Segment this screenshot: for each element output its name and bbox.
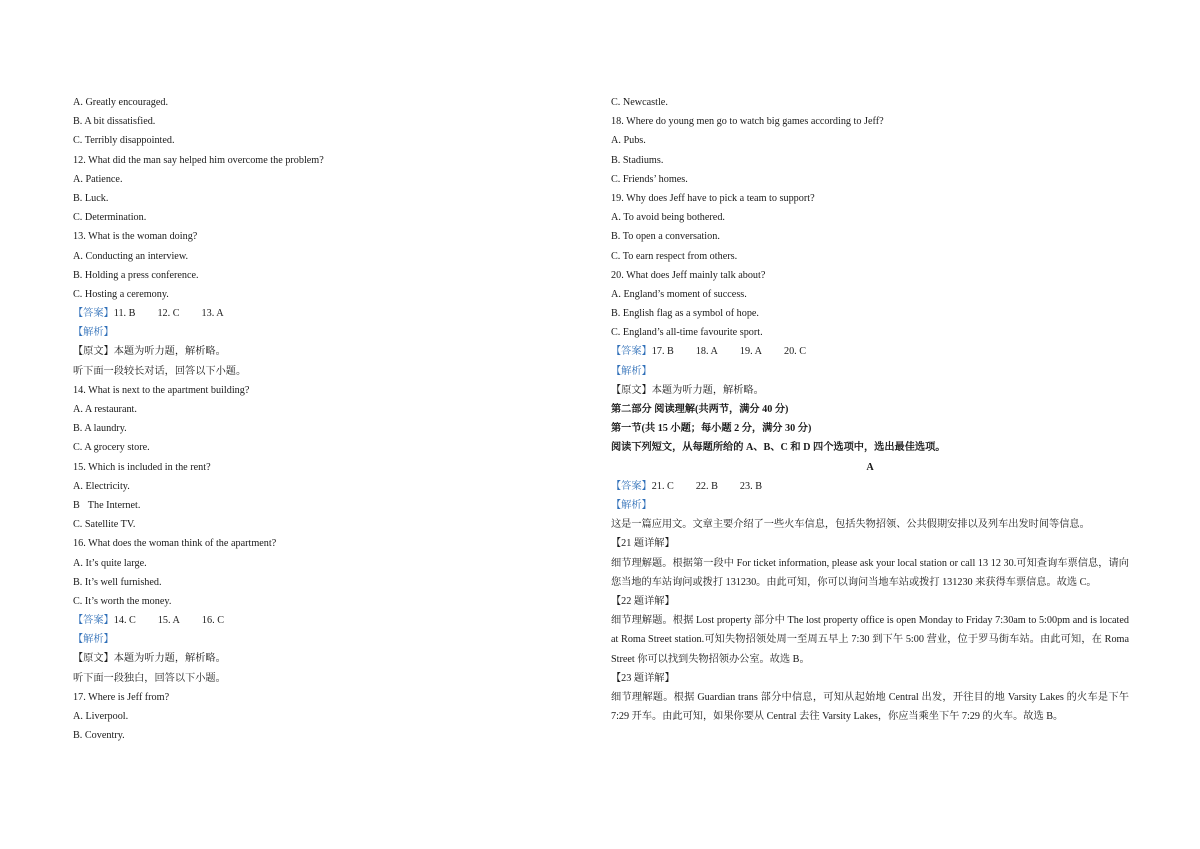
answer-item: 13. A	[201, 308, 224, 320]
q14-option-c: C. A grocery store.	[73, 442, 150, 454]
answer-item: 11. B	[113, 308, 136, 320]
answer-line-14-16	[73, 611, 543, 630]
q16-option-b: B. It’s well furnished.	[73, 576, 162, 588]
reading-instruction: 阅读下列短文，从每题所给的 A、B、C 和 D 四个选项中，选出最佳选项。	[611, 442, 946, 454]
q11-option-b: B. A bit dissatisfied.	[73, 116, 156, 128]
original-text-note: 【原文】本题为听力题，解析略。	[73, 346, 226, 358]
detail-22-heading: 【22 题详解】	[611, 595, 675, 607]
q19-option-b: B. To open a conversation.	[611, 231, 720, 243]
answer-item: 15. A	[157, 615, 180, 627]
analysis-tag: 【解析】	[73, 634, 114, 646]
answer-line-21-23	[611, 477, 1129, 496]
q12-option-b: B. Luck.	[73, 192, 109, 204]
q19-option-a: A. To avoid being bothered.	[611, 212, 725, 224]
answer-item: 17. B	[651, 346, 674, 358]
answer-item: 18. A	[695, 346, 718, 358]
right-column	[611, 93, 1129, 726]
question-14: 14. What is next to the apartment building?	[73, 384, 250, 396]
detail-21-heading: 【21 题详解】	[611, 538, 675, 550]
q12-option-c: C. Determination.	[73, 212, 147, 224]
q14-option-b: B. A laundry.	[73, 423, 127, 435]
answer-item: 19. A	[739, 346, 762, 358]
q16-option-a: A. It’s quite large.	[73, 557, 147, 569]
q20-option-c: C. England’s all-time favourite sport.	[611, 327, 763, 339]
q17-option-b: B. Coventry.	[73, 730, 125, 742]
answer-item: 16. C	[201, 615, 224, 627]
question-13: 13. What is the woman doing?	[73, 231, 198, 243]
answer-line-17-20	[611, 342, 1129, 361]
q13-option-b: B. Holding a press conference.	[73, 269, 199, 281]
passage-label: A	[866, 461, 874, 473]
q14-option-a: A. A restaurant.	[73, 404, 137, 415]
answer-tag: 【答案】	[611, 346, 652, 358]
option-text: The Internet.	[87, 499, 141, 511]
q18-option-b: B. Stadiums.	[611, 154, 664, 166]
q17-option-a: A. Liverpool.	[73, 711, 129, 722]
answer-item: 22. B	[695, 480, 718, 492]
answer-tag: 【答案】	[73, 615, 114, 627]
answer-item: 12. C	[157, 308, 180, 320]
q17-option-c: C. Newcastle.	[611, 97, 668, 108]
detail-23-text: 细节理解题。根据 Guardian trans 部分中信息，可知从起始地 Central 出发，开往目的地 Varsity Lakes 的火车是下午 7:29 开车。由此可知，如果你要从 Central 去往 Varsity Lakes，你应当乘坐下午 7:29 的火车。故选 B。	[611, 691, 1129, 723]
q11-option-a: A. Greatly encouraged.	[73, 97, 169, 108]
answer-item: 14. C	[113, 615, 136, 627]
listening-instruction: 听下面一段独白，回答以下小题。	[73, 672, 226, 684]
q13-option-a: A. Conducting an interview.	[73, 250, 189, 262]
question-15: 15. Which is included in the rent?	[73, 461, 211, 473]
answer-item: 20. C	[783, 346, 807, 358]
original-text-note: 【原文】本题为听力题，解析略。	[73, 653, 226, 665]
analysis-tag: 【解析】	[73, 327, 114, 339]
q13-option-c: C. Hosting a ceremony.	[73, 288, 169, 300]
q15-option-a: A. Electricity.	[73, 480, 130, 492]
detail-21-text: 细节理解题。根据第一段中 For ticket information, please ask your local station or call 13 12 30.可知查询车票信息，请向您当地的车站询问或拨打 131230。由此可知，你可以询问当地车站或拨打 131230 来获得车票信息。故选 C。	[611, 557, 1129, 588]
question-18: 18. Where do young men go to watch big games according to Jeff?	[611, 116, 884, 128]
detail-23-heading: 【23 题详解】	[611, 672, 675, 684]
q19-option-c: C. To earn respect from others.	[611, 250, 738, 262]
question-20: 20. What does Jeff mainly talk about?	[611, 269, 766, 281]
question-17: 17. Where is Jeff from?	[73, 691, 170, 703]
q16-option-c: C. It’s worth the money.	[73, 595, 172, 607]
answer-tag: 【答案】	[73, 308, 114, 320]
left-column	[73, 93, 543, 745]
detail-22-text: 细节理解题。根据 Lost property 部分中 The lost property office is open Monday to Friday 7:30am to 5:00pm and is located at Roma Street station.可知失物招领处周一至周五早上 7:30 到下午 5:00 营业，位于罗马街车站。由此可知，在 Roma Street 你可以找到失物招领办公室。故选 B。	[611, 615, 1129, 665]
q18-option-a: A. Pubs.	[611, 135, 646, 147]
q18-option-c: C. Friends’ homes.	[611, 173, 688, 185]
answer-item: 23. B	[739, 480, 762, 492]
q12-option-a: A. Patience.	[73, 173, 123, 185]
listening-instruction: 听下面一段较长对话，回答以下小题。	[73, 365, 247, 377]
question-12: 12. What did the man say helped him overcome the problem?	[73, 154, 324, 166]
q20-option-b: B. English flag as a symbol of hope.	[611, 308, 759, 320]
q11-option-c: C. Terribly disappointed.	[73, 135, 175, 147]
answer-line-11-13	[73, 304, 543, 323]
q15-option-c: C. Satellite TV.	[73, 519, 136, 531]
answer-item: 21. C	[651, 480, 674, 492]
passage-summary: 这是一篇应用文。文章主要介绍了一些火车信息，包括失物招领、公共假期安排以及列车出发时间等信息。	[611, 519, 1090, 531]
analysis-tag: 【解析】	[611, 499, 652, 511]
question-16: 16. What does the woman think of the apartment?	[73, 538, 277, 550]
original-text-note: 【原文】本题为听力题，解析略。	[611, 384, 764, 396]
question-19: 19. Why does Jeff have to pick a team to support?	[611, 192, 815, 204]
part-two-heading: 第二部分 阅读理解(共两节，满分 40 分)	[611, 404, 789, 415]
q20-option-a: A. England’s moment of success.	[611, 288, 747, 300]
analysis-tag: 【解析】	[611, 365, 652, 377]
q15-option-b	[73, 496, 543, 515]
option-letter: B	[73, 499, 80, 511]
answer-tag: 【答案】	[611, 480, 652, 492]
section-one-heading: 第一节(共 15 小题；每小题 2 分，满分 30 分)	[611, 423, 812, 435]
